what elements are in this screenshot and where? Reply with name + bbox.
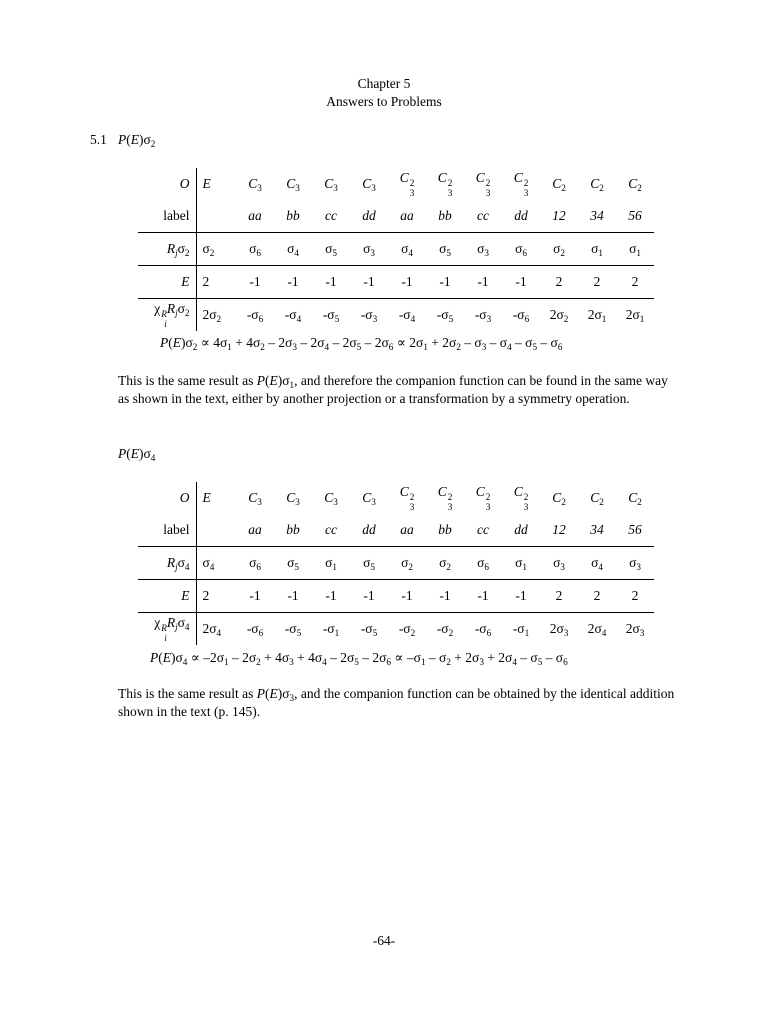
table-cell: $-\sigma_6$ [474,621,492,639]
table-cell: 2 [578,580,616,613]
table-cell: C 2 3 [475,483,491,512]
table-cell: $\sigma_2$ [388,547,426,580]
table-cell: 2 [196,580,236,613]
table-cell: $\sigma_4$ [388,233,426,266]
table-cell: C 2 3 [399,169,415,198]
table-cell: $-\sigma_6$ [246,307,264,325]
table-cell: C 2 3 [513,169,529,198]
table-cell: C 2 3 [475,169,491,198]
table-cell: 34 [578,514,616,547]
table-cell: $-\sigma_5$ [284,621,302,639]
table-cell: $-\sigma_3$ [474,307,492,325]
table-cell: $\sigma_3$ [464,233,502,266]
table-cell: $\sigma_3$ [540,547,578,580]
table-cell: E [202,176,211,191]
table-cell: aa [236,514,274,547]
table-cell: 2 [578,266,616,299]
table-cell: $\sigma_1$ [616,233,654,266]
table-cell: bb [274,200,312,233]
table-cell: $\sigma_3$ [350,233,388,266]
table-cell: dd [502,200,540,233]
table-cell: bb [426,514,464,547]
table-cell: 2 [196,266,236,299]
row-header: $R_j\sigma_2$ [138,233,196,266]
table-cell: 2 [540,266,578,299]
problem-number: 5.1 [90,132,107,147]
table-cell: $C_3$ [324,176,338,194]
table-cell: -1 [236,580,274,613]
table-cell: -1 [388,580,426,613]
table-cell: $-\sigma_5$ [436,307,454,325]
table-row [138,168,654,200]
table-cell: -1 [350,266,388,299]
table-cell: $C_3$ [286,176,300,194]
row-header: O [138,168,196,200]
table-cell: $-\sigma_1$ [322,621,340,639]
table-cell: $C_2$ [628,176,642,194]
character-table-sigma4 [138,482,654,645]
table-cell: 2 [616,580,654,613]
table-cell: $-\sigma_3$ [360,307,378,325]
table-cell: $-\sigma_4$ [398,307,416,325]
table-cell: $-\sigma_2$ [436,621,454,639]
chapter-subtitle: Answers to Problems [326,94,442,109]
table-cell: -1 [464,266,502,299]
table-cell: $\sigma_6$ [236,547,274,580]
table-cell: $C_3$ [286,490,300,508]
table-cell: cc [464,200,502,233]
table-cell: 56 [616,200,654,233]
table-cell: $\sigma_1$ [312,547,350,580]
table-cell: $\sigma_6$ [464,547,502,580]
chapter-title: Chapter 5 [357,76,411,91]
character-table-sigma2 [138,168,654,331]
table-cell: $-\sigma_1$ [512,621,530,639]
table-cell: $\sigma_6$ [502,233,540,266]
problem-heading: $P(E)\sigma_2$ [118,132,156,150]
table-cell: $2\sigma_4$ [587,621,607,639]
table-cell: $2\sigma_3$ [549,621,569,639]
table-cell: -1 [312,266,350,299]
row-header: label [138,514,196,547]
table-cell: 12 [540,514,578,547]
table-cell: -1 [274,580,312,613]
table-cell: -1 [502,266,540,299]
table-cell: aa [388,200,426,233]
table-cell: 34 [578,200,616,233]
table-cell: $-\sigma_4$ [284,307,302,325]
table-cell: $\sigma_6$ [236,233,274,266]
row-header: $R_j\sigma_4$ [138,547,196,580]
table-cell: cc [312,514,350,547]
table-row [138,233,654,266]
table-cell: $\sigma_5$ [274,547,312,580]
table-row [138,514,654,547]
table-cell: $C_2$ [590,176,604,194]
table-cell: $2\sigma_3$ [625,621,645,639]
table-cell: $\sigma_2$ [196,233,236,266]
table-cell: -1 [274,266,312,299]
explanation-paragraph-2: This is the same result as $P(E)\sigma_3$, and the companion function can be obtained by the identical addition shown in the text (p. 145). [118,686,675,719]
table-cell: -1 [236,266,274,299]
table-cell: $\sigma_4$ [196,547,236,580]
projection-equation-sigma4: $P(E)\sigma_4 \propto -2\sigma_1 - 2\sigma_2 + 4\sigma_3 + 4\sigma_4 - 2\sigma_5 - 2\sigma_6 \propto -\sigma_1 - \sigma_2 + 2\sigma_3 + 2\sigma_4 - \sigma_5 - \sigma_6$ [150,650,568,668]
table-cell: $\sigma_2$ [540,233,578,266]
table-cell: C 2 3 [437,483,453,512]
table-cell: $-\sigma_2$ [398,621,416,639]
table-cell: aa [388,514,426,547]
table-cell: $C_2$ [628,490,642,508]
table-cell: $\sigma_1$ [578,233,616,266]
row-header: E [138,266,196,299]
table-cell: -1 [350,580,388,613]
table-cell: $2\sigma_4$ [202,621,222,639]
table-cell: 2 [540,580,578,613]
table-cell: $-\sigma_6$ [246,621,264,639]
table-row [138,482,654,514]
table-cell: -1 [464,580,502,613]
table-cell: 56 [616,514,654,547]
table-cell: dd [350,200,388,233]
table-cell: E [202,490,211,505]
table-cell: $C_2$ [590,490,604,508]
table-row [138,200,654,233]
table-cell: $C_3$ [324,490,338,508]
row-header: O [138,482,196,514]
table-row [138,266,654,299]
row-header: χ R i $R_j\sigma_2$ [138,299,196,332]
table-cell [196,200,236,233]
table-cell: $2\sigma_1$ [587,307,607,325]
table-cell: C 2 3 [399,483,415,512]
table-cell: $C_3$ [248,490,262,508]
table-cell: $\sigma_5$ [350,547,388,580]
table-cell: bb [274,514,312,547]
table-cell: $\sigma_1$ [502,547,540,580]
explanation-paragraph-1: This is the same result as $P(E)\sigma_1$, and therefore the companion function can be found in the same way as shown in the text, either by another projection or a transformation by a symmetry operation. [118,373,668,406]
table-row [138,299,654,332]
table-cell: -1 [426,266,464,299]
page-number: -64- [372,933,396,948]
table-row [138,580,654,613]
table-cell: dd [350,514,388,547]
table-cell: $\sigma_4$ [578,547,616,580]
table-cell: $2\sigma_1$ [625,307,645,325]
table-cell: $-\sigma_5$ [360,621,378,639]
table-cell: $C_3$ [248,176,262,194]
table-cell: $-\sigma_6$ [512,307,530,325]
table-cell: -1 [388,266,426,299]
table-cell: -1 [312,580,350,613]
table-cell: $-\sigma_5$ [322,307,340,325]
table-cell: C 2 3 [513,483,529,512]
table-cell: aa [236,200,274,233]
table-row [138,547,654,580]
table-cell: $\sigma_5$ [312,233,350,266]
table-cell: $C_3$ [362,176,376,194]
table-cell [196,514,236,547]
table-cell: C 2 3 [437,169,453,198]
table-cell: $C_3$ [362,490,376,508]
table-cell: $2\sigma_2$ [202,307,222,325]
table-cell: $\sigma_5$ [426,233,464,266]
table-cell: $\sigma_4$ [274,233,312,266]
table-cell: 12 [540,200,578,233]
table-cell: 2 [616,266,654,299]
table-cell: -1 [426,580,464,613]
table-cell: $2\sigma_2$ [549,307,569,325]
table-cell: cc [312,200,350,233]
subheading-sigma4: $P(E)\sigma_4$ [118,446,156,464]
row-header: label [138,200,196,233]
table-cell: -1 [502,580,540,613]
table-row [138,613,654,646]
table-cell: $\sigma_3$ [616,547,654,580]
row-header: E [138,580,196,613]
table-cell: $\sigma_2$ [426,547,464,580]
table-cell: cc [464,514,502,547]
row-header: χ R i $R_j\sigma_4$ [138,613,196,646]
projection-equation-sigma2: $P(E)\sigma_2 \propto 4\sigma_1 + 4\sigma_2 - 2\sigma_3 - 2\sigma_4 - 2\sigma_5 - 2\sigma_6 \propto 2\sigma_1 + 2\sigma_2 - \sigma_3 - \sigma_4 - \sigma_5 - \sigma_6$ [160,335,563,353]
table-cell: dd [502,514,540,547]
table-cell: $C_2$ [552,490,566,508]
table-cell: bb [426,200,464,233]
table-cell: $C_2$ [552,176,566,194]
